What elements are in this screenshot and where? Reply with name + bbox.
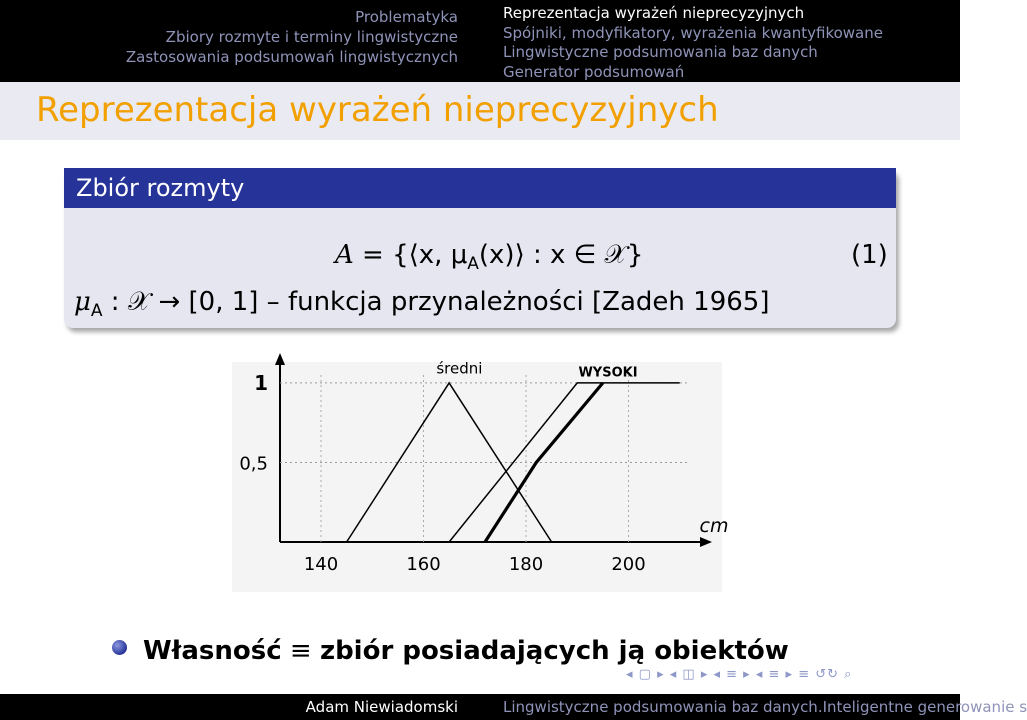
formula-tail: (x)⟩ : x ∈ 𝒳} (478, 240, 644, 270)
footer-title: Lingwistyczne podsumowania baz danych.Inteligentne generowanie s (503, 698, 1027, 716)
footer-author: Adam Niewiadomski (305, 698, 458, 716)
nav-subsection-podsumowania[interactable]: Lingwistyczne podsumowania baz danych (503, 43, 818, 61)
bullet-dot-icon (112, 640, 127, 655)
formula-lhs: A (335, 240, 354, 270)
fuzzy-set-formula (335, 240, 643, 274)
membership-function-line (74, 287, 770, 321)
block-title: Zbiór rozmyty (64, 168, 896, 208)
equation-number: (1) (851, 240, 888, 270)
y-tick-label: 1 (254, 370, 268, 395)
bullet-equiv: ≡ (281, 636, 320, 666)
footer-bar (0, 694, 1027, 720)
y-tick-label: 0,5 (239, 453, 268, 475)
bullet-definition: zbiór posiadających ją obiektów (319, 636, 789, 666)
header-left-nav (126, 7, 458, 67)
nav-section-zbiory[interactable]: Zbiory rozmyte i terminy lingwistyczne (165, 28, 458, 46)
membership-chart (232, 359, 729, 592)
nav-prev-frame-icon[interactable]: ◂ ▢ ▸ (626, 667, 665, 682)
mu-mapping: : 𝒳 → [0, 1] – funkcja przynależności [Zadeh 1965] (102, 287, 770, 317)
header-right-nav (503, 4, 883, 82)
nav-align-icon[interactable]: ≡ (798, 667, 811, 682)
nav-subsection-generator[interactable]: Generator podsumowań (503, 62, 685, 81)
nav-subsection-icon[interactable]: ◂ ◫ ▸ (669, 667, 709, 682)
mu-symbol: μ (74, 287, 91, 317)
header-bar (0, 0, 960, 82)
x-axis-label: cm (699, 515, 729, 537)
x-tick-label: 180 (508, 554, 544, 575)
series-label: WYSOKI (578, 365, 638, 381)
bullet-term: Własność (143, 636, 282, 666)
x-tick-label: 140 (303, 554, 339, 575)
nav-section-problematyka[interactable]: Problematyka (355, 8, 458, 26)
x-tick-label: 200 (611, 554, 646, 575)
nav-section-zastosowania[interactable]: Zastosowania podsumowań lingwistycznych (125, 48, 458, 66)
slide-title: Reprezentacja wyrażeń nieprecyzyjnych (36, 90, 719, 130)
bullet-item (112, 636, 789, 666)
nav-search-icon[interactable]: ↺↻ ⌕ (815, 667, 853, 682)
formula-sub: A (467, 254, 479, 275)
series-label: średni (436, 359, 483, 378)
nav-subsection-spojniki[interactable]: Spójniki, modyfikatory, wyrażenia kwantyfikowane (503, 23, 883, 42)
y-axis-arrow (275, 353, 285, 365)
nav-subsection-current[interactable]: Reprezentacja wyrażeń nieprecyzyjnych (503, 4, 805, 22)
formula-rhs: = {⟨x, μ (353, 240, 468, 270)
nav-section2-icon[interactable]: ◂ ≡ ▸ (755, 667, 794, 682)
beamer-navigation (626, 667, 852, 682)
nav-section-icon[interactable]: ◂ ≡ ▸ (713, 667, 751, 682)
mu-sub: A (90, 301, 103, 322)
x-tick-label: 160 (406, 554, 441, 575)
